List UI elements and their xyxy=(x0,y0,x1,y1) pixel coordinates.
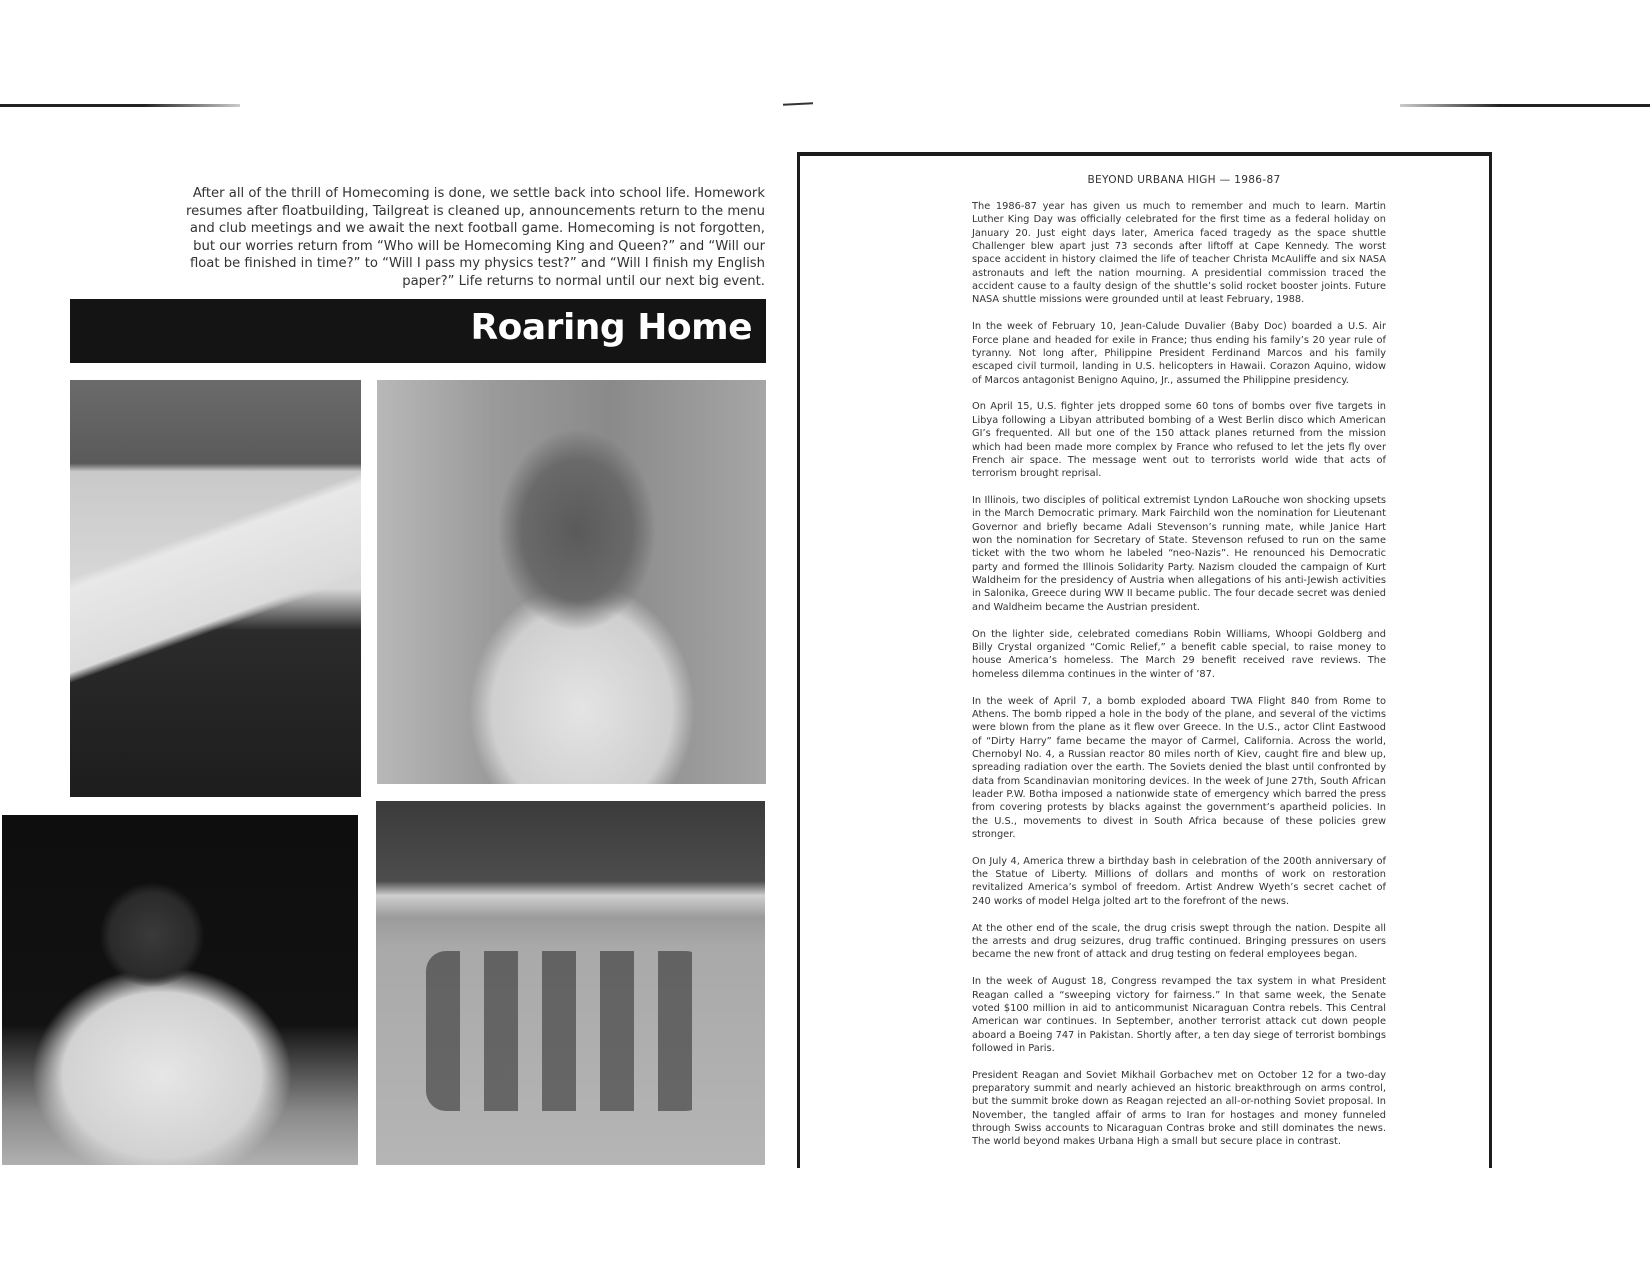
article-paragraph: In the week of April 7, a bomb exploded aboard TWA Flight 840 from Rome to Athens. The bomb ripped a hole in the body of the plane, and several of the victims were blown from the plane as it flew over Greece. In the U.S., actor Clint Eastwood of “Dirty Harry” fame became the mayor of Carmel, California. Across the world, Chernobyl No. 4, a Russian reactor 80 miles north of Kiev, caught fire and blew up, spreading radiation over the earth. The Soviets denied the blast until confronted by data from Scandinavian monitoring devices. In the week of June 27th, South African leader P.W. Botha imposed a nationwide state of emergency which barred the press from covering protests by blacks against the government’s apartheid policies. In the U.S., movements to divest in South Africa because of these policies grew stronger. xyxy=(972,695,1386,840)
photo-boy-sketching xyxy=(70,380,361,797)
article-paragraph: President Reagan and Soviet Mikhail Gorbachev met on October 12 for a two-day preparatory summit and nearly achieved an historic breakthrough on arms control, but the summit broke down as Reagan rejected an all-or-nothing Soviet proposal. In November, the tangled affair of arms to Iran for hostages and money funneled through Swiss accounts to Nicaraguan Contras broke and still dominates the news. The world beyond makes Urbana High a small but secure place in contrast. xyxy=(972,1069,1386,1148)
article-paragraph: The 1986-87 year has given us much to remember and much to learn. Martin Luther King Day was officially celebrated for the first time as a federal holiday on January 20. Just eight days later, America faced tragedy as the space shuttle Challenger blew apart just 73 seconds after liftoff at Cape Kennedy. The worst space accident in history claimed the life of teacher Christa McAuliffe and six NASA astronauts and left the nation mourning. A presidential commission traced the accident cause to a faulty design of the shuttle’s solid rocket booster joints. Future NASA shuttle missions were grounded until at least February, 1988. xyxy=(972,201,1386,306)
photo-woman-papers xyxy=(2,815,358,1165)
photo-girl-portrait xyxy=(377,380,766,784)
article-paragraph: On July 4, America threw a birthday bash in celebration of the 200th anniversary of the Statue of Liberty. Millions of dollars and months of work on restoration revitalized America’s symbol of freedom. Artist Andrew Wyeth’s secret cachet of 240 works of model Helga jolted art to the forefront of the news. xyxy=(972,855,1386,907)
article-header: BEYOND URBANA HIGH — 1986-87 xyxy=(1087,174,1281,186)
article-paragraph: On the lighter side, celebrated comedians Robin Williams, Whoopi Goldberg and Billy Crystal organized “Comic Relief,” a benefit cable special, to raise money to house America’s homeless. The March 29 benefit received rave reviews. The homeless dilemma continues in the winter of ’87. xyxy=(972,628,1386,680)
article-paragraph: In the week of February 10, Jean-Calude Duvalier (Baby Doc) boarded a U.S. Air Force plane and headed for exile in France; thus ending his family’s 20 year rule of tyranny. Not long after, Philippine President Ferdinand Marcos and his family escaped civil turmoil, landing in U.S. helicopters in Hawaii. Corazon Aquino, widow of Marcos antagonist Benigno Aquino, Jr., assumed the Philippine presidency. xyxy=(972,321,1386,386)
article-body xyxy=(972,174,1386,1162)
article-paragraph: In Illinois, two disciples of political extremist Lyndon LaRouche won shocking upsets in the March Democratic primary. Mark Fairchild won the nomination for Lieutenant Governor and briefly became Adali Stevenson’s running mate, while Janice Hart won the nomination for Secretary of State. Stevenson refused to run on the same ticket with the two whom he labeled “neo-Nazis”. He renounced his Democratic party and formed the Illinois Solidarity Party. Nazism clouded the campaign of Kurt Waldheim for the presidency of Austria when allegations of his anti-Jewish activities in Salonika, Greece during WW II became public. The four decade secret was denied and Waldheim became the Austrian president. xyxy=(972,495,1386,613)
page-rule-right xyxy=(1400,104,1650,107)
article-paragraph: In the week of August 18, Congress revamped the tax system in what President Reagan called a “sweeping victory for fairness.” In that same week, the Senate voted $100 million in aid to anticommunist Nicaraguan Contra rebels. This Central American war continues. In September, another terrorist attack cut down people aboard a Boeing 747 in Pakistan. Shortly after, a ten day siege of terrorist bombings followed in Paris. xyxy=(972,976,1386,1054)
section-title-bar xyxy=(70,299,766,363)
photo-students-street xyxy=(376,801,765,1165)
page-rule-left xyxy=(0,104,240,107)
article-paragraph: At the other end of the scale, the drug crisis swept through the nation. Despite all the arrests and drug seizures, drug traffic continued. Bringing pressures on users became the new front of attack and drug testing on federal employees began. xyxy=(972,922,1386,961)
article-paragraph: On April 15, U.S. fighter jets dropped some 60 tons of bombs over five targets in Libya following a Libyan attributed bombing of a West Berlin disco which American GI’s frequented. All but one of the 150 attack planes returned from the mission which had been made more complex by France who refused to let the jets fly over French air space. The message went out to terrorists world wide that acts of terrorism brought reprisal. xyxy=(972,401,1386,480)
section-title: Roaring Home xyxy=(470,307,752,348)
page-rule-mark xyxy=(783,102,813,106)
intro-paragraph: After all of the thrill of Homecoming is done, we settle back into school life. Homework resumes after floatbuilding, Tailgreat is cleaned up, announcements return to the menu and club meetings and we await the next football game. Homecoming is not forgotten, but our worries return from “Who will be Homecoming King and Queen?” and “Will our float be finished in time?” to “Will I pass my physics test?” and “Will I finish my English paper?” Life returns to normal until our next big event. xyxy=(186,186,765,289)
